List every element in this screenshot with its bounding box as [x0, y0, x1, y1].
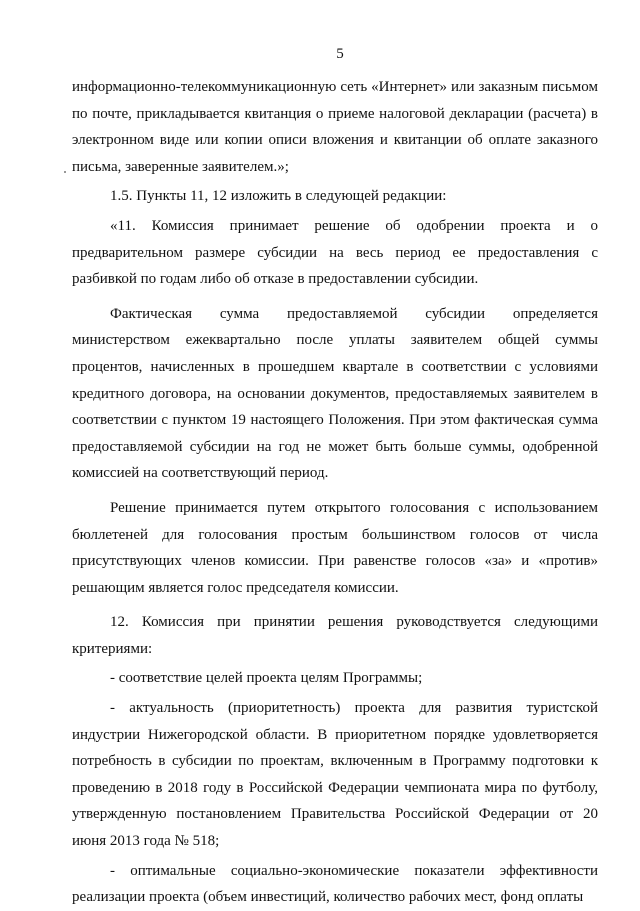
- page-number: 5: [336, 46, 344, 62]
- paragraph-actual-subsidy: Фактическая сумма предоставляемой субсидии определяется министерством ежеквартально после уплаты заявителем общей суммы процентов, начисленных в прошедшем квартале в соответствии с условиями кредитного договора, на основании документов, предоставляемых заявителем в соответствии с пунктом 19 настоящего Положения. При этом фактическая сумма предоставляемой субсидии на год не может быть больше суммы, одобренной комиссией на соответствующий период.: [72, 305, 598, 482]
- paragraph-continuation: информационно-телекоммуникационную сеть «Интернет» или заказным письмом по почте, прикладывается квитанция о приеме налоговой декларации (расчета) в электронном виде или копии описи вложения и квитанции об оплате заказного письма, заверенные заявителем.»;: [72, 79, 598, 175]
- paragraph-item-11: «11. Комиссия принимает решение об одобрении проекта и о предварительном размере субсидии на весь период ее предоставления с разбивкой по годам либо об отказе в предоставлении субсидии.: [72, 217, 598, 288]
- criterion-goals: - соответствие целей проекта целям Программы;: [110, 670, 423, 687]
- paragraph-item-12: 12. Комиссия при принятии решения руководствуется следующими критериями:: [72, 614, 598, 657]
- criterion-relevance: - актуальность (приоритетность) проекта для развития туристской индустрии Нижегородской области. В приоритетном порядке удовлетворяется потребность в субсидии по проектам, включенным в Программу подготовки к проведению в 2018 году в Российской Федерации чемпионата мира по футболу, утвержденную постановлением Правительства Российской Федерации от 20 июня 2013 года № 518;: [72, 700, 598, 850]
- margin-mark: [64, 171, 66, 173]
- paragraph-amendment-intro: 1.5. Пункты 11, 12 изложить в следующей редакции:: [110, 188, 447, 205]
- criterion-indicators: - оптимальные социально-экономические показатели эффективности реализации проекта (объем инвестиций, количество рабочих мест, фонд оплаты: [72, 862, 598, 906]
- paragraph-voting: Решение принимается путем открытого голосования с использованием бюллетеней для голосования простым большинством голосов от числа присутствующих членов комиссии. При равенстве голосов «за» и «против» решающим является голос председателя комиссии.: [72, 499, 598, 596]
